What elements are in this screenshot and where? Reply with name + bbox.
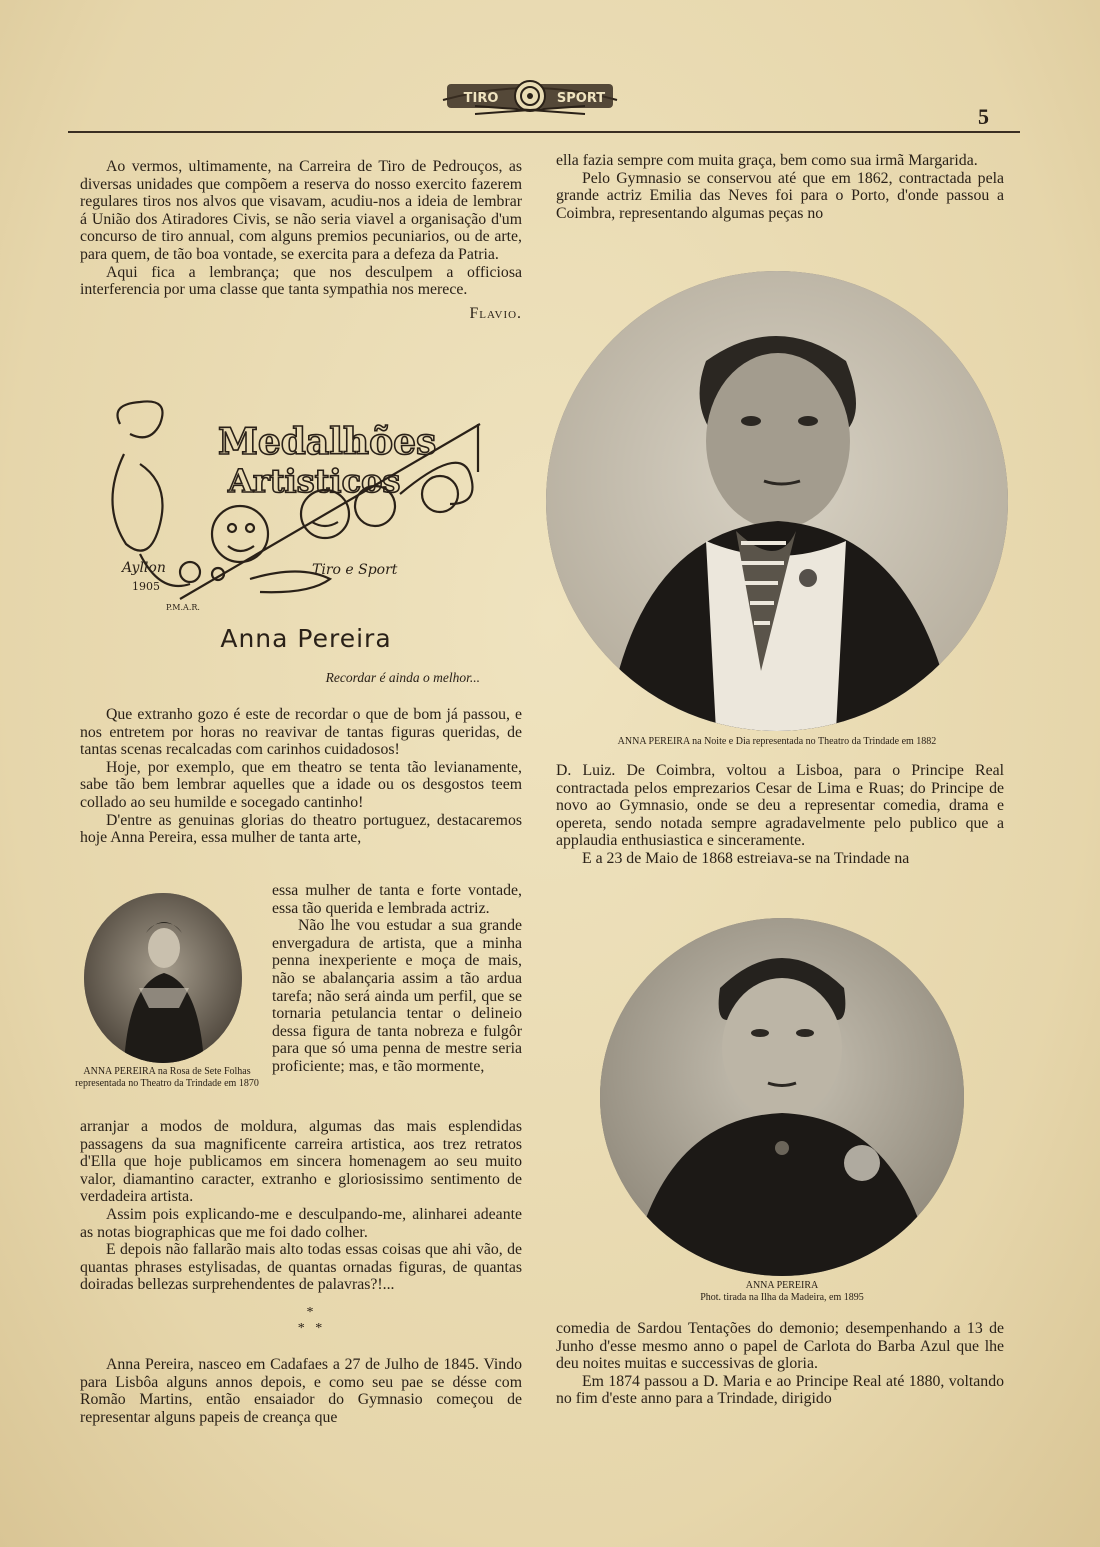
signature: Flavio. <box>469 304 522 322</box>
article-paragraph-4b: arranjar a modos de moldura, algumas das mais esplendidas passagens da sua magnificente carreira artistica, aos trez retratos d'Ella que hoje publicamos em sincera homenagem ao seu muito valor, diamantino caracter, extranho e gloriosissimo sentimento de verdadeira artista. <box>80 1118 522 1206</box>
star-top: * <box>306 1305 314 1320</box>
article-paragraph-7: Anna Pereira, nasceo em Cadafaes a 27 de Julho de 1845. Vindo para Lisbôa alguns annos depois, e como seu pae se désse com Romão Martins, então ensaiador do Gymnasio começou de representar alguns papeis de creança que <box>80 1356 522 1426</box>
ornament-line1: Medalhões <box>218 421 437 463</box>
portrait-noite-e-dia <box>546 271 1008 731</box>
intro-paragraph-1: Ao vermos, ultimamente, na Carreira de Tiro de Pedrouços, as diversas unidades que compõem a reserva do nosso exercito fazerem regulares tiros nos alvos que visavam, acudiu-nos a ideia de lembrar á União dos Atiradores Civis, se não seria viavel a organisação d'um concurso de tiro annual, com alguns premios pecuniarios, ou de arte, para quem, de tão boa vontade, se exercita para a defeza da Patria. <box>80 158 522 263</box>
article-paragraph-2: Hoje, por exemplo, que em theatro se tenta tão levianamente, sabe tão bem lembrar aquelles que a idade ou os desgostos teem collado ao seu humilde e socegado cantinho! <box>80 758 522 811</box>
star-bottom: * * <box>297 1321 323 1336</box>
portrait-madeira-caption <box>600 1280 964 1303</box>
article-paragraph-3: D'entre as genuinas glorias do theatro portuguez, destacaremos hoje Anna Pereira, essa mulher de tanta arte, <box>80 811 522 847</box>
section-divider-stars <box>260 1305 360 1337</box>
right-paragraph-4: E a 23 de Maio de 1868 estreiava-se na Trindade na <box>582 849 910 867</box>
portrait-madeira-caption-name: ANNA PEREIRA <box>745 1280 819 1291</box>
right-column-middle <box>556 762 1004 868</box>
right-column-top <box>556 152 1004 222</box>
portrait-madeira <box>600 918 964 1276</box>
ornament-artist: Ayllon <box>122 560 166 576</box>
right-column-bottom <box>556 1320 1004 1408</box>
ornament-line2: Artisticos <box>228 462 401 500</box>
right-paragraph-2: Pelo Gymnasio se conservou até que em 1862, contractada pela grande actriz Emilia das Neves foi para o Porto, d'onde passou a Coimbra, representando algumas peças no <box>556 169 1004 222</box>
article-beside-portrait <box>272 882 522 1076</box>
right-paragraph-3: D. Luiz. De Coimbra, voltou a Lisboa, para o Principe Real contractada pelos emprezarios Cesar de Lima e Ruas; do Principe de novo ao Gymnasio, onde se deu a representar comedia, drama e opereta, sendo notada sempre agradavelmente pelo publico que a applaudia enthusiastica e sinceramente. <box>556 762 1004 850</box>
portrait-madeira-caption-credit: Phot. tirada na Ilha da Madeira, em 1895 <box>700 1291 864 1303</box>
right-paragraph-1: ella fazia sempre com muita graça, bem como sua irmã Margarida. <box>556 152 978 169</box>
medalhoes-artisticos-ornament <box>100 394 510 624</box>
page-number: 5 <box>978 104 989 129</box>
left-intro-column <box>80 158 522 322</box>
masthead-text-right: SPORT <box>556 91 606 106</box>
article-paragraph-1: Que extranho gozo é este de recordar o que de bom já passou, e nos entretem por horas no reavivar de tantas figuras queridas, de tantas scenas recalcadas com carinhos cuidadosos! <box>80 706 522 759</box>
ornament-brand: Tiro e Sport <box>312 562 398 578</box>
article-body-bottom <box>80 1118 522 1294</box>
right-paragraph-6: Em 1874 passou a D. Maria e ao Principe Real até 1880, voltando no fim d'este anno para a Trindade, dirigido <box>556 1372 1004 1408</box>
header-rule <box>68 131 1020 133</box>
ornament-initials: P.M.A.R. <box>166 603 200 612</box>
article-paragraph-3b: essa mulher de tanta e forte vontade, essa tão querida e lembrada actriz. <box>272 882 522 917</box>
small-portrait-photo <box>84 893 242 1063</box>
intro-paragraph-2: Aqui fica a lembrança; que nos desculpem a officiosa interferencia por uma classe que tanta sympathia nos merece. <box>80 263 522 299</box>
article-paragraph-4: Não lhe vou estudar a sua grande envergadura de artista, que a minha penna inexperiente e moça de mais, não se abalançaria assim a tão ardua tarefa; não será ainda um perfil, que se tornaria petulancia tentar o delineio dessa figura de tanta nobreza e fulgôr para que só uma penna de mestre seria proficiente; mas, e tão mormente, <box>272 917 522 1075</box>
small-portrait-caption: ANNA PEREIRA na Rosa de Sete Folhas representada no Theatro da Trindade em 1870 <box>75 1066 259 1089</box>
ornament-year: 1905 <box>132 580 160 593</box>
article-biography-start <box>80 1356 522 1426</box>
right-paragraph-5: comedia de Sardou Tentações do demonio; desempenhando a 13 de Junho d'esse mesmo anno o papel de Carlota do Barba Azul que lhe deu noites muitas e successivas de gloria. <box>556 1320 1004 1373</box>
masthead-text-left: TIRO <box>463 91 499 106</box>
portrait-noite-e-dia-caption: ANNA PEREIRA na Noite e Dia representada no Theatro da Trindade em 1882 <box>617 736 937 747</box>
article-title: Anna Pereira <box>220 624 392 653</box>
article-body-top <box>80 706 522 847</box>
article-paragraph-5: Assim pois explicando-me e desculpando-me, alinharei adeante as notas biographicas que me foi dado colher. <box>80 1205 522 1241</box>
article-epigraph: Recordar é ainda o melhor... <box>325 670 480 685</box>
masthead-logo <box>435 70 625 122</box>
article-paragraph-6: E depois não fallarão mais alto todas essas coisas que ahi vão, de quantas phrases estylisadas, de quantas ornadas figuras, de quantas doiradas bellezas surprehendentes de palavras?!... <box>80 1241 522 1294</box>
